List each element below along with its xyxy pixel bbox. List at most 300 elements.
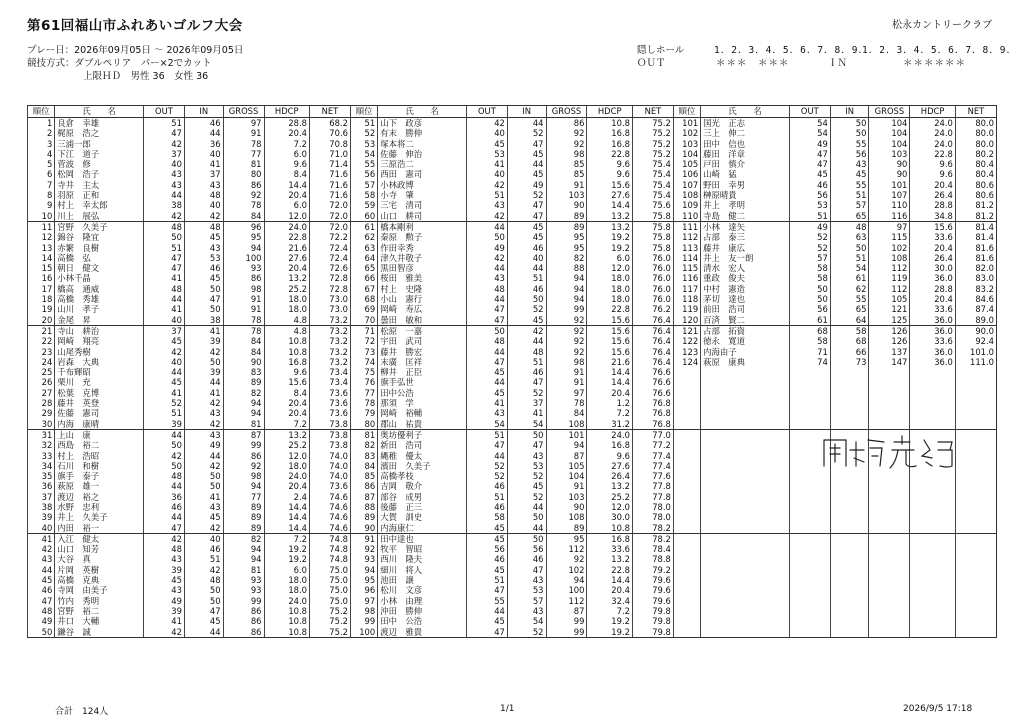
score-cell: 65 [830, 211, 869, 222]
out-label: ＯＵＴ [637, 58, 666, 69]
score-cell: 33.6 [587, 544, 632, 554]
score-cell: 69 [350, 304, 377, 314]
score-cell: 89 [223, 502, 264, 512]
score-cell: 21.6 [264, 243, 309, 253]
score-cell: 19.2 [264, 544, 309, 554]
score-cell: 111 [673, 221, 700, 232]
score-cell: 112 [546, 596, 587, 606]
score-cell: 111.0 [955, 357, 996, 367]
score-cell: 44 [507, 159, 546, 169]
out-marks: ＊＊＊ ＊＊＊ [716, 58, 790, 69]
score-cell [869, 398, 910, 408]
score-cell: 102 [673, 128, 700, 138]
table-row [28, 128, 997, 138]
score-cell: 95 [546, 232, 587, 242]
score-cell: 50 [830, 243, 869, 253]
score-cell [673, 533, 700, 544]
player-name: 井口 大輔 [55, 616, 144, 626]
score-cell: 108 [546, 512, 587, 522]
player-name [701, 565, 790, 575]
score-cell: 4.8 [264, 325, 309, 336]
score-cell: 32.4 [587, 596, 632, 606]
score-cell: 61 [350, 221, 377, 232]
score-cell [910, 544, 955, 554]
score-cell: 73.6 [310, 408, 351, 418]
score-cell: 116 [869, 211, 910, 222]
score-cell [869, 492, 910, 502]
score-cell: 78.0 [632, 502, 673, 512]
score-cell: 79.6 [632, 585, 673, 595]
score-cell: 37 [28, 492, 55, 502]
score-cell: 15.6 [587, 336, 632, 346]
score-cell: 106 [673, 169, 700, 179]
score-cell: 95 [546, 243, 587, 253]
player-name: 曇田 敏和 [378, 315, 467, 326]
score-cell: 72.0 [310, 221, 351, 232]
score-cell: 71.6 [310, 190, 351, 200]
player-name: 津久井敬子 [378, 253, 467, 263]
score-cell: 76.4 [632, 325, 673, 336]
score-cell: 72 [350, 336, 377, 346]
score-cell: 81.2 [955, 200, 996, 210]
score-cell: 44 [507, 263, 546, 273]
score-cell: 55 [830, 139, 869, 149]
score-cell: 19 [28, 304, 55, 314]
score-cell: 71 [789, 347, 830, 357]
score-cell: 75.2 [310, 627, 351, 638]
table-row [28, 200, 997, 210]
score-cell [955, 388, 996, 398]
score-cell: 8.4 [264, 169, 309, 179]
score-cell: 78.2 [632, 523, 673, 534]
player-name: 渡辺 雅貴 [378, 627, 467, 638]
score-cell: 95 [223, 232, 264, 242]
score-cell: 41 [184, 159, 223, 169]
score-cell: 105 [673, 159, 700, 169]
score-cell [910, 481, 955, 491]
score-cell: 51 [466, 575, 507, 585]
player-name: 三原浩二 [378, 159, 467, 169]
score-cell: 12.0 [264, 451, 309, 461]
column-header: 順位 [673, 106, 700, 118]
score-cell: 24.0 [264, 596, 309, 606]
score-cell: 52 [789, 243, 830, 253]
score-cell: 57 [830, 200, 869, 210]
table-row [28, 243, 997, 253]
player-name: 後藤 正三 [378, 502, 467, 512]
score-cell: 4.8 [264, 315, 309, 326]
table-row [28, 481, 997, 491]
score-cell: 58 [789, 263, 830, 273]
score-cell: 42 [184, 347, 223, 357]
score-cell [955, 606, 996, 616]
player-name [701, 502, 790, 512]
score-cell [869, 565, 910, 575]
table-row [28, 357, 997, 367]
player-name: 大賀 訓史 [378, 512, 467, 522]
score-cell: 51 [143, 408, 184, 418]
score-cell: 40 [184, 149, 223, 159]
score-cell: 73.2 [310, 336, 351, 346]
player-name: 寺岡 由美子 [55, 585, 144, 595]
score-cell [673, 512, 700, 522]
score-cell: 100 [546, 585, 587, 595]
score-cell [910, 388, 955, 398]
score-cell: 13.2 [587, 211, 632, 222]
player-name: 岡崎 翔亮 [55, 336, 144, 346]
score-cell: 6.0 [264, 149, 309, 159]
score-cell [955, 429, 996, 440]
score-cell [869, 408, 910, 418]
score-cell: 44 [143, 294, 184, 304]
score-cell: 78.2 [632, 533, 673, 544]
score-cell: 56 [507, 544, 546, 554]
score-cell: 52 [507, 492, 546, 502]
column-header: 氏 名 [701, 106, 790, 118]
table-row [28, 273, 997, 283]
player-name: 佐藤 憲司 [55, 408, 144, 418]
score-cell: 48 [28, 606, 55, 616]
score-cell: 113 [673, 243, 700, 253]
score-cell: 72.4 [310, 243, 351, 253]
score-cell: 53 [507, 585, 546, 595]
score-cell: 86 [223, 273, 264, 283]
score-cell: 53 [184, 253, 223, 263]
player-name: 小林政博 [378, 180, 467, 190]
player-name: 細川 将人 [378, 565, 467, 575]
score-cell [955, 461, 996, 471]
score-cell: 41 [143, 304, 184, 314]
score-cell [869, 388, 910, 398]
player-name: 茅切 達也 [701, 294, 790, 304]
player-name: 桜田 雅美 [378, 273, 467, 283]
score-cell: 46 [143, 502, 184, 512]
score-cell: 50 [507, 429, 546, 440]
score-cell: 72.8 [310, 284, 351, 294]
score-cell [869, 606, 910, 616]
print-timestamp: 2026/9/5 17:18 [903, 704, 973, 714]
score-cell [869, 575, 910, 585]
score-cell: 94 [223, 481, 264, 491]
score-cell: 45 [466, 565, 507, 575]
score-cell: 87 [546, 606, 587, 616]
score-cell [789, 481, 830, 491]
score-cell [673, 419, 700, 430]
score-cell: 20 [28, 315, 55, 326]
score-cell: 7 [28, 180, 55, 190]
score-cell: 90 [223, 357, 264, 367]
score-cell: 92 [223, 190, 264, 200]
player-name: 大谷 真 [55, 554, 144, 564]
score-cell [830, 585, 869, 595]
score-cell: 92 [546, 336, 587, 346]
player-name: 徳永 寛道 [701, 336, 790, 346]
score-cell: 77.6 [632, 471, 673, 481]
player-name: 川上 展弘 [55, 211, 144, 222]
score-cell: 115 [673, 263, 700, 273]
score-cell [869, 616, 910, 626]
in-label: ＩＮ [828, 58, 848, 69]
score-cell: 120 [673, 315, 700, 326]
score-cell: 76.4 [632, 315, 673, 326]
score-cell: 49 [184, 440, 223, 450]
score-cell: 13.2 [587, 481, 632, 491]
score-cell: 19.2 [587, 627, 632, 638]
table-row [28, 315, 997, 326]
score-cell: 63 [830, 232, 869, 242]
score-cell: 76.0 [632, 253, 673, 263]
score-cell: 81.6 [955, 253, 996, 263]
score-cell: 90.0 [955, 325, 996, 336]
score-cell: 58 [350, 190, 377, 200]
score-cell [673, 565, 700, 575]
score-cell: 73.2 [310, 347, 351, 357]
player-name: 中村 憲造 [701, 284, 790, 294]
score-cell [673, 440, 700, 450]
score-cell [955, 419, 996, 430]
score-cell: 70.6 [310, 128, 351, 138]
score-cell: 41 [507, 408, 546, 418]
score-cell: 20.4 [910, 294, 955, 304]
score-cell: 74.6 [310, 502, 351, 512]
table-row [28, 304, 997, 314]
score-cell: 94 [546, 273, 587, 283]
score-cell: 13.2 [264, 429, 309, 440]
score-cell: 42 [28, 544, 55, 554]
score-cell: 14.4 [264, 502, 309, 512]
score-cell: 50 [143, 440, 184, 450]
score-cell: 22.8 [910, 149, 955, 159]
score-cell: 73 [350, 347, 377, 357]
score-cell [955, 398, 996, 408]
score-cell [830, 565, 869, 575]
score-cell: 33.6 [910, 232, 955, 242]
score-cell [789, 585, 830, 595]
player-name: 小林 達矢 [701, 221, 790, 232]
score-cell: 72.2 [310, 232, 351, 242]
score-cell: 44 [466, 221, 507, 232]
player-name: 作田幸秀 [378, 243, 467, 253]
score-cell: 89 [546, 523, 587, 534]
player-name: 高橋 克典 [55, 575, 144, 585]
score-cell: 27.6 [587, 461, 632, 471]
score-cell: 118 [673, 294, 700, 304]
score-cell: 27.6 [587, 190, 632, 200]
score-cell: 46 [466, 481, 507, 491]
score-cell: 10.8 [264, 347, 309, 357]
score-cell [830, 471, 869, 481]
score-cell: 105 [546, 461, 587, 471]
score-cell: 84.6 [955, 294, 996, 304]
player-name: 橋本剛利 [378, 221, 467, 232]
score-cell: 76.0 [632, 294, 673, 304]
score-cell: 73.8 [310, 419, 351, 430]
score-cell [869, 627, 910, 638]
score-cell [673, 596, 700, 606]
score-cell: 51 [830, 190, 869, 200]
score-cell [910, 533, 955, 544]
score-cell: 44 [143, 367, 184, 377]
score-cell: 62 [350, 232, 377, 242]
score-cell: 79.6 [632, 575, 673, 585]
player-name: 石川 和樹 [55, 461, 144, 471]
score-cell: 40 [466, 169, 507, 179]
score-cell: 74.0 [310, 471, 351, 481]
score-cell: 44 [466, 347, 507, 357]
player-name: 栗川 充 [55, 377, 144, 387]
score-cell: 76.0 [632, 284, 673, 294]
score-cell: 88 [546, 263, 587, 273]
score-cell: 62 [830, 284, 869, 294]
score-cell: 55 [830, 294, 869, 304]
score-cell: 75.2 [632, 139, 673, 149]
score-cell: 54 [507, 616, 546, 626]
score-cell: 15.6 [587, 347, 632, 357]
player-name [701, 398, 790, 408]
score-cell [955, 377, 996, 387]
player-name: 百済 賢二 [701, 315, 790, 326]
table-row [28, 347, 997, 357]
score-cell: 12 [28, 232, 55, 242]
score-cell: 73.6 [310, 481, 351, 491]
score-cell: 75.2 [310, 606, 351, 616]
table-row [28, 169, 997, 179]
score-cell [789, 606, 830, 616]
table-row [28, 118, 997, 129]
score-cell [955, 408, 996, 418]
score-cell: 94 [223, 408, 264, 418]
score-cell [869, 512, 910, 522]
score-cell: 84 [223, 336, 264, 346]
player-name: 内海由子 [701, 347, 790, 357]
score-cell: 49 [789, 139, 830, 149]
score-cell: 64 [350, 253, 377, 263]
score-cell: 84 [350, 461, 377, 471]
table-row [28, 294, 997, 304]
score-cell: 75.4 [632, 159, 673, 169]
score-cell: 72.6 [310, 263, 351, 273]
score-cell: 112 [869, 284, 910, 294]
player-name: 村上 幸太郎 [55, 200, 144, 210]
score-cell: 44 [466, 377, 507, 387]
score-cell: 6.0 [587, 253, 632, 263]
score-cell: 16.8 [587, 533, 632, 544]
score-cell: 75.8 [632, 232, 673, 242]
player-name [701, 367, 790, 377]
score-cell: 112 [673, 232, 700, 242]
score-cell: 79.2 [632, 565, 673, 575]
player-name [701, 388, 790, 398]
player-name: 国光 正志 [701, 118, 790, 129]
player-name: 小林 由理 [378, 596, 467, 606]
score-cell: 25 [28, 367, 55, 377]
score-cell: 77.8 [632, 492, 673, 502]
score-cell: 90 [869, 169, 910, 179]
score-cell: 83 [223, 367, 264, 377]
score-cell: 44 [466, 263, 507, 273]
score-cell: 75.4 [632, 190, 673, 200]
score-cell: 80.4 [955, 169, 996, 179]
score-cell: 6.0 [264, 200, 309, 210]
score-cell: 43 [184, 180, 223, 190]
score-cell: 52 [507, 388, 546, 398]
score-cell: 79.8 [632, 616, 673, 626]
score-cell: 51 [507, 357, 546, 367]
player-name: 橋高 通威 [55, 284, 144, 294]
player-name: 村上 浩昭 [55, 451, 144, 461]
score-cell [869, 596, 910, 606]
score-cell: 7.2 [587, 606, 632, 616]
score-cell [789, 627, 830, 638]
score-cell: 42 [143, 347, 184, 357]
score-cell: 78 [223, 200, 264, 210]
score-cell: 16.8 [587, 128, 632, 138]
player-name: 藤井 康広 [701, 243, 790, 253]
player-name: 田中達也 [378, 533, 467, 544]
score-cell: 46 [466, 502, 507, 512]
player-name: 沖田 勝伸 [378, 606, 467, 616]
score-cell: 46 [507, 554, 546, 564]
score-cell: 44 [507, 502, 546, 512]
player-name: 菅波 修 [55, 159, 144, 169]
score-cell: 14.4 [264, 180, 309, 190]
score-cell: 92 [546, 325, 587, 336]
player-name [701, 451, 790, 461]
score-cell: 14.4 [264, 523, 309, 534]
score-cell: 15.6 [910, 221, 955, 232]
score-cell: 65 [350, 263, 377, 273]
score-cell [673, 575, 700, 585]
score-cell: 93 [223, 575, 264, 585]
score-cell: 54 [830, 263, 869, 273]
score-cell: 45 [466, 533, 507, 544]
score-cell [673, 627, 700, 638]
score-cell: 40 [466, 128, 507, 138]
table-row [28, 253, 997, 263]
score-cell: 58 [830, 325, 869, 336]
score-cell: 44 [143, 481, 184, 491]
score-cell: 25.2 [264, 284, 309, 294]
player-name [701, 616, 790, 626]
score-cell: 98 [223, 471, 264, 481]
score-cell: 102 [869, 243, 910, 253]
table-row [28, 180, 997, 190]
score-cell: 14.4 [587, 367, 632, 377]
score-cell: 52 [507, 128, 546, 138]
score-cell: 46 [184, 118, 223, 129]
table-row [28, 554, 997, 564]
score-cell: 41 [143, 388, 184, 398]
score-cell [910, 492, 955, 502]
player-name: 黒田智彦 [378, 263, 467, 273]
player-name: 旗手弘世 [378, 377, 467, 387]
score-cell [910, 627, 955, 638]
player-name: 小山 憲行 [378, 294, 467, 304]
score-cell: 34.8 [910, 211, 955, 222]
table-row [28, 211, 997, 222]
score-cell: 74.6 [310, 523, 351, 534]
score-cell [789, 616, 830, 626]
player-name: 寺井 主太 [55, 180, 144, 190]
score-cell: 78 [223, 315, 264, 326]
score-cell: 48 [143, 471, 184, 481]
player-name [701, 408, 790, 418]
score-cell: 18.0 [264, 585, 309, 595]
score-cell: 84 [223, 211, 264, 222]
player-name: 山口 知芳 [55, 544, 144, 554]
score-cell: 13.2 [587, 221, 632, 232]
score-cell: 16.8 [587, 440, 632, 450]
